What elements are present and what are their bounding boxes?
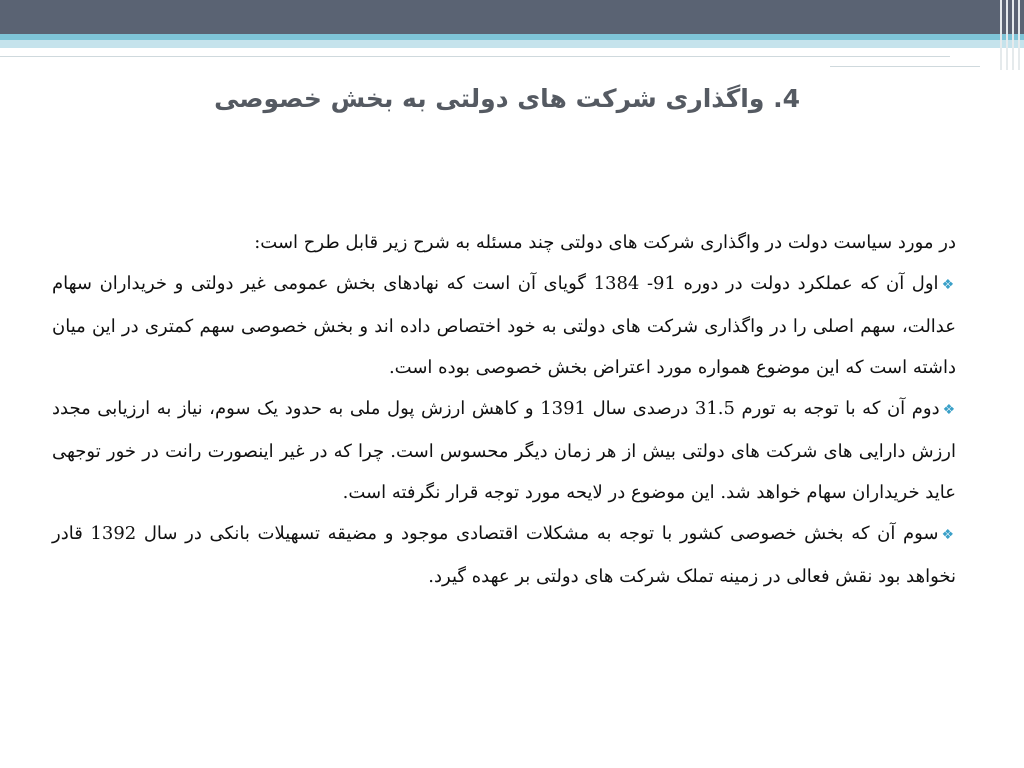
bullet-point-2 <box>52 388 956 513</box>
slide-body <box>52 222 956 597</box>
bullet-text-2: دوم آن که با توجه به تورم 31.5 درصدی سال 1391 و کاهش ارزش پول ملی به حدود یک سوم، نیاز به ارزیابی مجدد ارزش دارایی های شرکت های دولتی بیش از هر زمان دیگر محسوس است. چرا که در غیر اینصورت رانت در خور توجهی عاید خریداران سهام خواهد شد. این موضوع در لایحه مورد توجه قرار نگرفته است. <box>52 398 956 503</box>
header-bar <box>0 0 1024 34</box>
bullet-text-3: سوم آن که بخش خصوصی کشور با توجه به مشکلات اقتصادی موجود و مضیقه تسهیلات بانکی در سال 1392 قادر نخواهد بود نقش فعالی در زمینه تملک شرکت های دولتی بر عهده گیرد. <box>52 523 956 587</box>
decorative-vertical-lines <box>994 0 1024 70</box>
diamond-cluster-icon: ❖ <box>941 527 956 543</box>
header-stripe-light <box>0 40 1024 48</box>
diamond-cluster-icon: ❖ <box>942 402 956 418</box>
divider-line <box>0 56 950 57</box>
bullet-text-1: اول آن که عملکرد دولت در دوره 91- 1384 گویای آن است که نهادهای بخش عمومی غیر دولتی و خریداران سهام عدالت، سهم اصلی را در واگذاری شرکت های دولتی به خود اختصاص داده اند و بخش خصوصی سهم کمتری در این میان داشته است که این موضوع همواره مورد اعتراض بخش خصوصی بوده است. <box>52 273 956 378</box>
diamond-cluster-icon: ❖ <box>941 277 956 293</box>
slide-title: 4. واگذاری شرکت های دولتی به بخش خصوصی <box>214 84 800 113</box>
divider-line-short <box>830 66 980 67</box>
bullet-point-3 <box>52 513 956 597</box>
bullet-point-1 <box>52 263 956 388</box>
intro-paragraph: در مورد سیاست دولت در واگذاری شرکت های دولتی چند مسئله به شرح زیر قابل طرح است: <box>254 232 956 253</box>
